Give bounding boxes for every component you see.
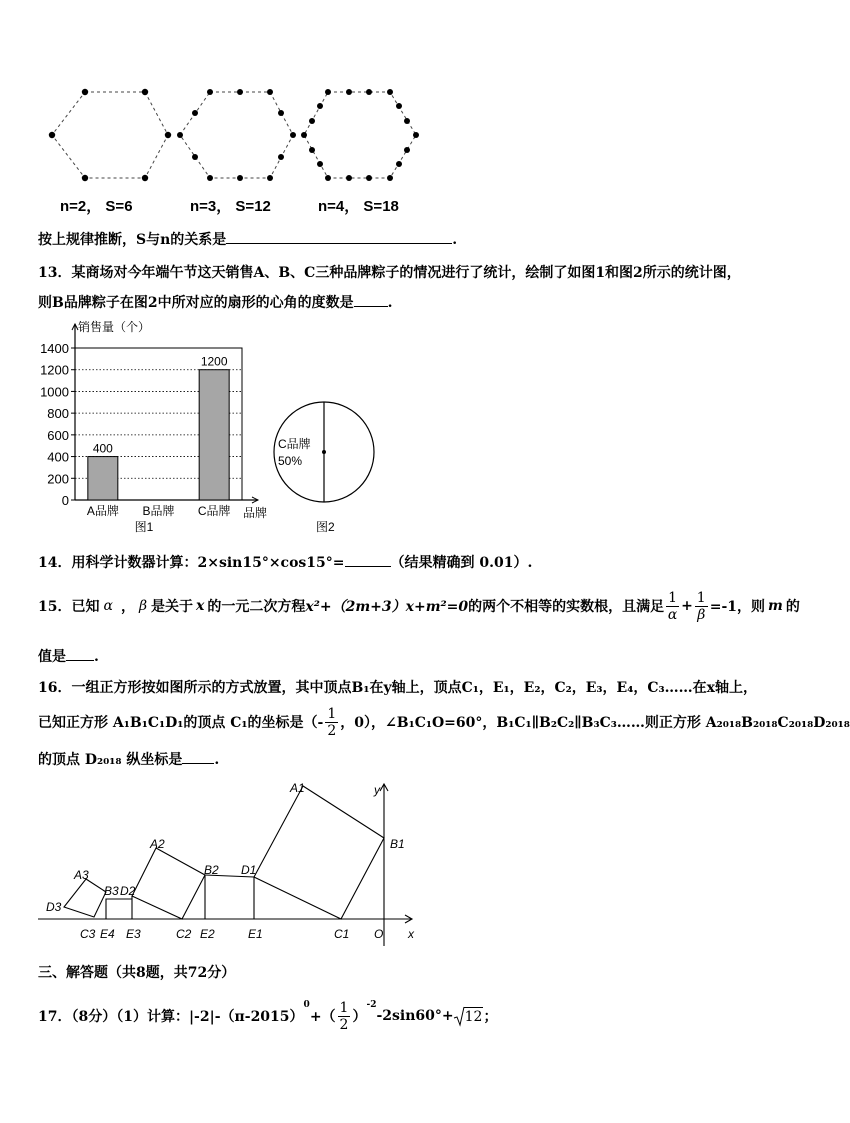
bar	[88, 457, 118, 500]
label-C1: C1	[334, 927, 350, 941]
x-axis-label: 品牌	[243, 506, 268, 520]
q15-line1: 15．已知 α ， β 是关于 x 的一元二次方程 x²+（2m+3）x+m²=0 的两个不相等的实数根，且满足 $\frac{1}{\alpha}$ + $\frac{1}{\beta}$ =-1，则 m 的	[38, 589, 800, 623]
fraction-one-over-beta: $\frac{1}{\beta}$	[696, 589, 706, 623]
label-E1: E1	[248, 927, 263, 941]
dot	[165, 132, 171, 138]
y-tick-label: 1200	[40, 362, 69, 378]
y-tick-label: 1400	[40, 341, 69, 356]
square-2	[132, 848, 205, 919]
section3-title: 三、解答题（共8题，共72分）	[38, 965, 236, 981]
y-tick-label: 800	[47, 406, 69, 422]
hex-caption-n2: n=2， S=6	[60, 198, 133, 215]
x-tick-label: C品牌	[197, 504, 231, 518]
y-tick-label: 400	[47, 449, 69, 465]
label-x: x	[408, 927, 414, 941]
label-B2: B2	[204, 863, 219, 877]
label-A1: A1	[290, 781, 305, 795]
label-C2: C2	[176, 927, 192, 941]
squares-figure	[38, 778, 420, 948]
y-tick-label: 0	[61, 493, 69, 508]
y-tick-label: 600	[47, 427, 69, 443]
x-tick-label: A品牌	[86, 504, 119, 518]
q16-line2: 已知正方形 A₁B₁C₁D₁的顶点 C₁的坐标是（- $\frac{1}{2}$ ，0），∠B₁C₁O=60°，B₁C₁∥B₂C₂∥B₃C₃……则正方形 A₂₀₁₈B₂₀₁₈C₂₀₁₈D₂₀₁₈	[38, 705, 850, 739]
bar-chart-figure-1	[30, 316, 280, 538]
sqrt-12: 12	[454, 1006, 484, 1026]
label-B3: B3	[104, 884, 119, 898]
q17: 17．（8分）（1）计算：|-2|-（π-2015） $^0$ +（ $\frac{1}{2}$ ） $^{-2}$ -2sin60°+ 12 ；	[38, 999, 498, 1033]
q13-line1: 13．某商场对今年端午节这天销售A、B、C三种品牌粽子的情况进行了统计，绘制了如图1和图2所示的统计图，	[38, 265, 741, 281]
label-O: O	[374, 927, 384, 941]
dot	[142, 175, 148, 181]
x-tick-label: B品牌	[142, 504, 175, 518]
label-C3: C3	[80, 927, 96, 941]
pie-slice-label: C品牌	[278, 437, 311, 451]
hex-caption-n3: n=3， S=12	[190, 198, 271, 215]
label-A2: A2	[150, 837, 165, 851]
answer-blank[interactable]	[182, 763, 214, 764]
label-D3: D3	[46, 900, 62, 914]
label-A3: A3	[74, 868, 89, 882]
label-E2: E2	[200, 927, 215, 941]
q13-line2: 则B品牌粽子在图2中所对应的扇形的心角的度数是 .	[38, 295, 393, 311]
label-y: y	[374, 783, 380, 797]
answer-blank[interactable]	[66, 660, 94, 661]
answer-blank[interactable]	[345, 566, 391, 567]
label-D2: D2	[120, 884, 136, 898]
q12-answer-line: 按上规律推断，S与n的关系是 .	[38, 232, 458, 248]
fraction-one-half: $\frac{1}{2}$	[339, 999, 349, 1033]
square-3	[64, 879, 106, 917]
hex-caption-n4: n=4， S=18	[318, 198, 399, 215]
pie-center-dot	[322, 450, 326, 454]
pie-title: 图2	[316, 520, 335, 534]
square-mid	[106, 899, 132, 919]
q16-line1: 16．一组正方形按如图所示的方式放置，其中顶点B₁在y轴上，顶点C₁，E₁，E₂，C₂，E₃，E₄，C₃……在x轴上，	[38, 680, 757, 696]
fraction-one-over-alpha: $\frac{1}{\alpha}$	[667, 589, 678, 623]
label-E4: E4	[100, 927, 115, 941]
bar-data-label: 1200	[200, 354, 228, 369]
q14: 14．用科学计数器计算：2×sin15°×cos15°= （结果精确到 0.01）.	[38, 555, 533, 571]
dot	[49, 132, 55, 138]
chart-title: 图1	[134, 520, 154, 534]
pie-chart-figure-2	[270, 400, 380, 540]
q15-line2: 值是 .	[38, 649, 99, 665]
hexagon-pattern-figure	[40, 80, 440, 190]
label-B1: B1	[390, 837, 405, 851]
bar	[199, 370, 229, 500]
fraction-one-half: $\frac{1}{2}$	[327, 705, 337, 739]
dot	[82, 89, 88, 95]
q16-line3: 的顶点 D₂₀₁₈ 纵坐标是 .	[38, 752, 220, 768]
y-tick-label: 1000	[40, 384, 69, 400]
y-tick-label: 200	[47, 471, 69, 487]
bar-data-label: 400	[92, 441, 113, 456]
label-D1: D1	[241, 863, 257, 877]
label-E3: E3	[126, 927, 141, 941]
dot	[82, 175, 88, 181]
answer-blank[interactable]	[226, 243, 452, 244]
y-axis-label: 销售量（个）	[78, 320, 151, 334]
dot	[142, 89, 148, 95]
pie-slice-percent: 50%	[278, 454, 303, 468]
square-1	[254, 786, 384, 919]
answer-blank[interactable]	[354, 306, 388, 307]
